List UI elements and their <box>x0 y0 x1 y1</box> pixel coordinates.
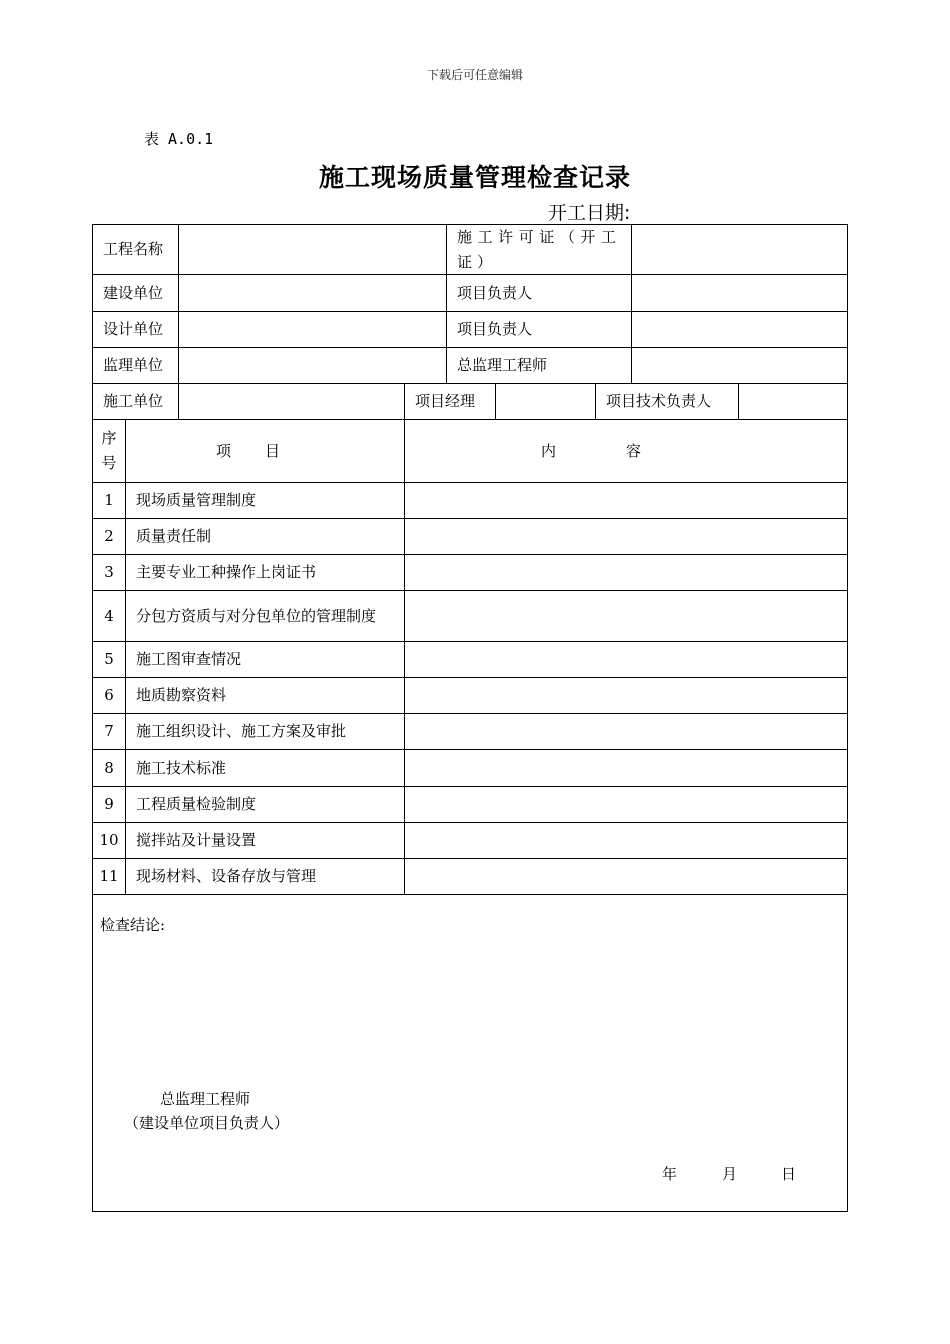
document-title: 施工现场质量管理检查记录 <box>318 163 631 192</box>
row-item: 施工图审查情况 <box>136 650 242 668</box>
column-header-item: 项目 <box>215 441 314 460</box>
row-no: 5 <box>104 650 114 668</box>
row-item: 现场材料、设备存放与管理 <box>136 867 317 885</box>
row-content-field[interactable] <box>405 591 847 641</box>
project-name-field[interactable] <box>179 225 446 274</box>
row-item: 工程质量检验制度 <box>136 795 257 813</box>
pm-label: 项目经理 <box>415 392 476 410</box>
owner-field[interactable] <box>179 275 446 311</box>
owner-label: 建设单位 <box>103 283 164 302</box>
supervision-label: 监理单位 <box>103 356 164 374</box>
row-no: 2 <box>104 527 114 545</box>
row-content-field[interactable] <box>405 823 847 858</box>
row-item: 分包方资质与对分包单位的管理制度 <box>136 606 377 625</box>
row-content-field[interactable] <box>405 678 847 713</box>
row-content-field[interactable] <box>405 859 847 894</box>
row-content-field[interactable] <box>405 787 847 822</box>
row-no: 7 <box>104 722 114 740</box>
tech-lead-label: 项目技术负责人 <box>606 392 712 410</box>
permit-field[interactable] <box>632 225 847 274</box>
row-content-field[interactable] <box>405 714 847 749</box>
design-field[interactable] <box>179 312 446 347</box>
row-item: 质量责任制 <box>136 527 212 545</box>
permit-label: 施工许可证（开工证） <box>457 227 621 271</box>
start-date <box>548 198 634 225</box>
owner-lead-label: 项目负责人 <box>457 283 533 302</box>
signer-role: 总监理工程师 <box>160 1090 251 1108</box>
sign-year-label: 年 <box>662 1165 678 1183</box>
sign-month-label: 月 <box>722 1165 738 1183</box>
row-item: 主要专业工种操作上岗证书 <box>136 563 317 581</box>
row-content-field[interactable] <box>405 555 847 590</box>
column-header-no: 序号 <box>101 429 117 472</box>
row-item: 搅拌站及计量设置 <box>136 831 257 849</box>
row-no: 8 <box>104 758 114 777</box>
row-no: 9 <box>104 795 114 813</box>
row-no: 3 <box>104 563 114 581</box>
row-no: 10 <box>99 831 119 849</box>
column-header-content: 内容 <box>540 441 711 460</box>
conclusion-label: 检查结论: <box>100 916 166 934</box>
table-code: 表 A.0.1 <box>144 130 214 148</box>
design-label: 设计单位 <box>103 320 164 338</box>
row-content-field[interactable] <box>405 750 847 786</box>
rule <box>92 894 848 895</box>
row-content-field[interactable] <box>405 483 847 518</box>
row-content-field[interactable] <box>405 519 847 554</box>
contractor-field[interactable] <box>179 384 404 419</box>
owner-lead-field[interactable] <box>632 275 847 311</box>
chief-engineer-field[interactable] <box>632 348 847 383</box>
contractor-label: 施工单位 <box>103 392 164 410</box>
design-lead-label: 项目负责人 <box>457 320 533 338</box>
sign-day-label: 日 <box>781 1165 797 1183</box>
row-no: 11 <box>99 867 119 885</box>
row-item: 地质勘察资料 <box>136 686 227 704</box>
header-note: 下载后可任意编辑 <box>426 68 523 82</box>
project-name-label: 工程名称 <box>103 240 164 258</box>
row-no: 4 <box>104 606 114 625</box>
supervision-field[interactable] <box>179 348 446 383</box>
design-lead-field[interactable] <box>632 312 847 347</box>
row-no: 1 <box>104 491 114 509</box>
pm-field[interactable] <box>496 384 595 419</box>
tech-lead-field[interactable] <box>739 384 847 419</box>
row-content-field[interactable] <box>405 642 847 677</box>
chief-engineer-label: 总监理工程师 <box>457 356 548 374</box>
row-item: 施工组织设计、施工方案及审批 <box>136 722 347 740</box>
row-item: 施工技术标准 <box>136 758 227 777</box>
signer-role-alt: （建设单位项目负责人） <box>124 1114 290 1132</box>
row-no: 6 <box>104 686 114 704</box>
start-date-label: 开工日期: <box>548 202 631 224</box>
row-item: 现场质量管理制度 <box>136 491 257 509</box>
